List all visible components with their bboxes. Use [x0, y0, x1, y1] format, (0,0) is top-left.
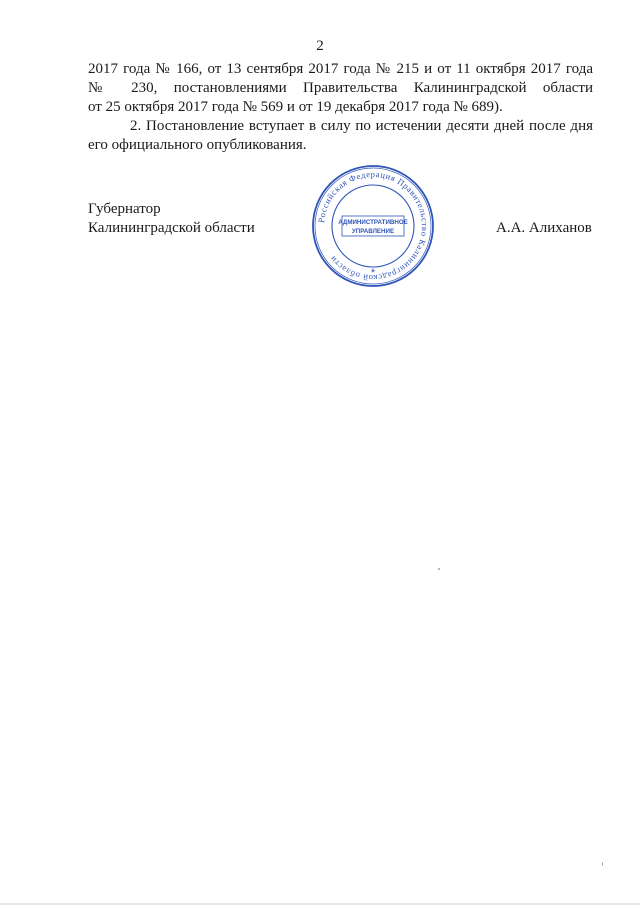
paragraph-line: № 230, постановлениями Правительства Калининградской области: [88, 80, 593, 96]
paragraph-line: 2. Постановление вступает в силу по истечении десяти дней после дня: [130, 118, 593, 134]
signatory-title-line: Калининградской области: [88, 220, 255, 236]
page-number: 2: [316, 38, 324, 54]
paragraph-line: от 25 октября 2017 года № 569 и от 19 декабря 2017 года № 689).: [88, 99, 503, 115]
seal-center-text: АДМИНИСТРАТИВНОЕ: [338, 219, 408, 226]
official-seal: [311, 164, 435, 288]
scan-speck: [438, 568, 440, 570]
scan-speck: [602, 862, 603, 866]
seal-center-text: УПРАВЛЕНИЕ: [351, 228, 395, 235]
seal-ring-text: Российская Федерация Правительство Калининградской области: [316, 168, 431, 284]
seal-inner-ring: [332, 185, 414, 267]
signatory-title-line: Губернатор: [88, 201, 161, 217]
paragraph-line: его официального опубликования.: [88, 137, 307, 153]
seal-star: *: [370, 267, 376, 279]
signatory-title: [88, 200, 255, 238]
signature-block: [0, 0, 640, 300]
paragraph-line: 2017 года № 166, от 13 сентября 2017 года № 215 и от 11 октября 2017 года: [88, 61, 593, 77]
signatory-name: А.А. Алиханов: [496, 220, 592, 236]
